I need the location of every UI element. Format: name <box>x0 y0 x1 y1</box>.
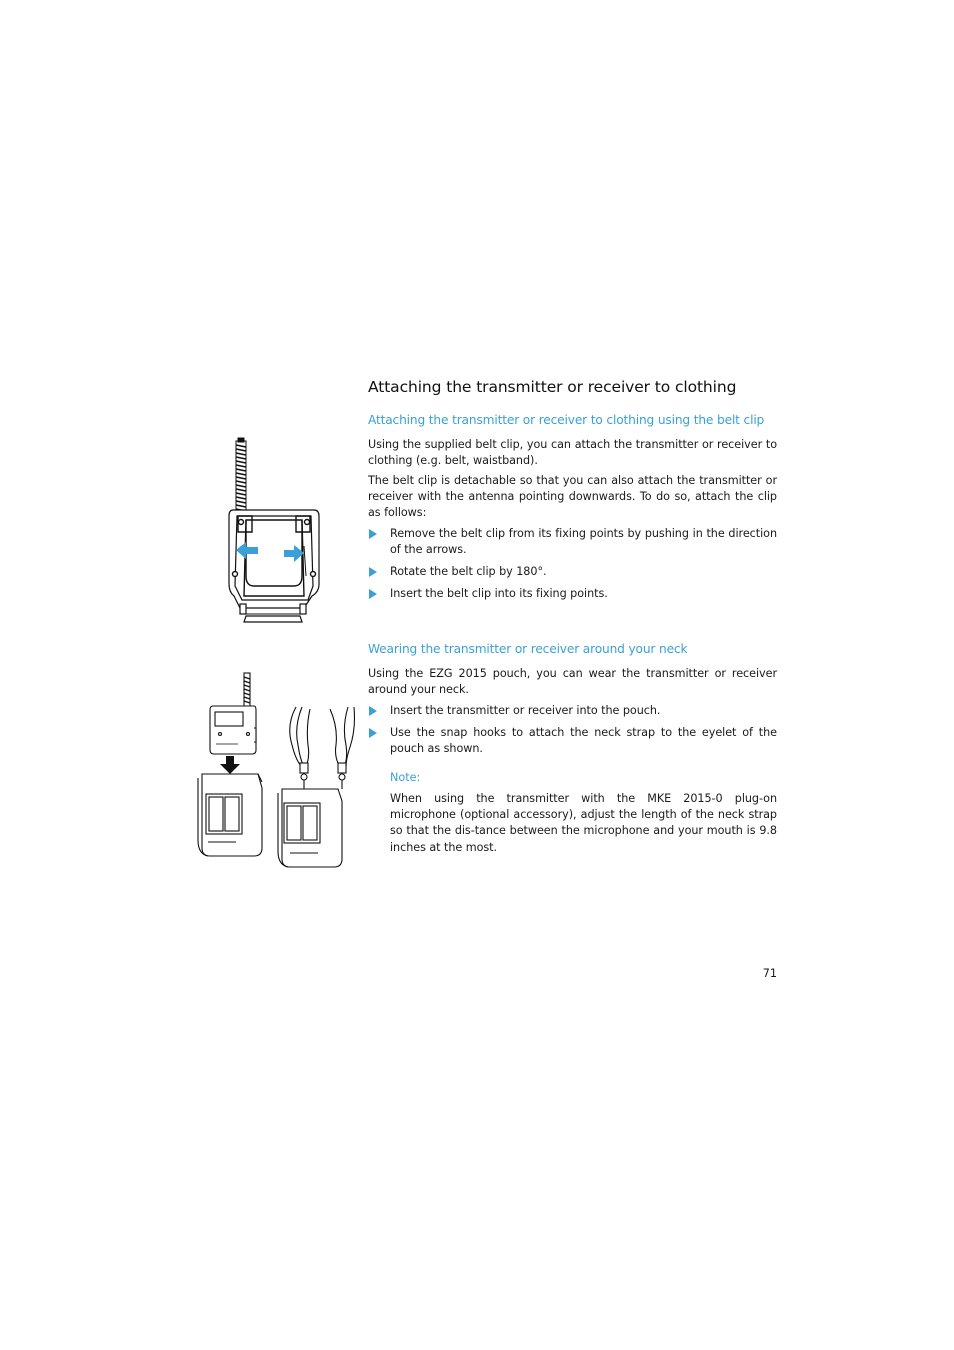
belt-clip-illustration <box>224 436 324 631</box>
belt-clip-step-1: Remove the belt clip from its fixing points by pushing in the direction of the arrows. <box>368 526 777 558</box>
triangle-right-icon <box>369 706 377 716</box>
triangle-right-icon <box>369 728 377 738</box>
triangle-right-icon <box>369 529 377 539</box>
page-number: 71 <box>762 967 777 980</box>
pouch <box>278 789 342 867</box>
belt-clip-step-3: Insert the belt clip into its fixing points. <box>368 586 777 602</box>
neck-strap-step-2: Use the snap hooks to attach the neck strap to the eyelet of the pouch as shown. <box>368 725 777 757</box>
section-title-neck-strap: Wearing the transmitter or receiver around your neck <box>368 642 688 656</box>
arrow-down-icon <box>220 756 240 774</box>
section-title-belt-clip: Attaching the transmitter or receiver to clothing using the belt clip <box>368 413 765 427</box>
neck-strap-illustration <box>276 705 360 869</box>
triangle-right-icon <box>369 567 377 577</box>
page-title: Attaching the transmitter or receiver to clothing <box>368 378 737 396</box>
pouch <box>198 774 262 856</box>
pouch-insert-illustration <box>196 670 268 860</box>
note-text: When using the transmitter with the MKE 2015-0 plug-on microphone (optional accessory), adjust the length of the neck strap so that the dis-tance between the microphone and your mouth is 9.8 inches at the most. <box>390 792 777 854</box>
neck-strap-step-1: Insert the transmitter or receiver into the pouch. <box>368 703 777 719</box>
belt-clip-paragraph-2: The belt clip is detachable so that you can also attach the transmitter or receiver with the antenna pointing downwards. To do so, attach the clip as follows: <box>368 474 777 520</box>
note-label: Note: <box>390 771 421 784</box>
triangle-right-icon <box>369 589 377 599</box>
neck-strap-paragraph-1: Using the EZG 2015 pouch, you can wear the transmitter or receiver around your neck. <box>368 667 777 697</box>
antenna-icon <box>236 438 246 513</box>
neck-strap <box>290 707 355 789</box>
belt-clip-paragraph-1: Using the supplied belt clip, you can attach the transmitter or receiver to clothing (e.g. belt, waistband). <box>368 438 777 468</box>
belt-clip-step-2: Rotate the belt clip by 180°. <box>368 564 777 580</box>
